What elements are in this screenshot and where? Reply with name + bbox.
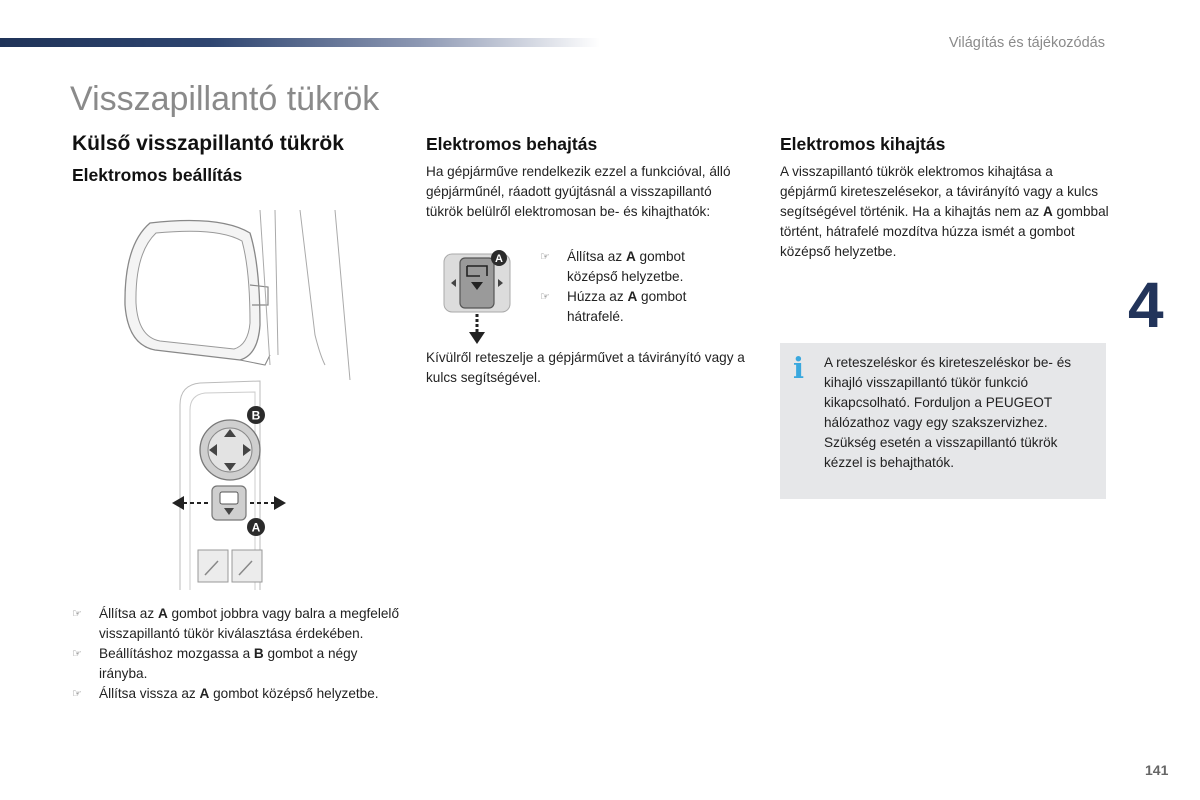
col1-heading: Külső visszapillantó tükrök (72, 132, 344, 155)
bullet-key: A (157, 606, 168, 621)
section-title: Világítás és tájékozódás (948, 35, 1105, 51)
bullet-icon: ☞ (72, 648, 82, 660)
bullet-key: A (627, 289, 638, 304)
bullet-text: Állítsa az (567, 249, 626, 264)
bullet-text: gombot jobbra vagy balra a megfelelő visszapillantó tükör kiválasztása érdekében. (99, 606, 399, 641)
col2-outro: Kívülről reteszelje a gépjárművet a távirányító vagy a kulcs segítségével. (426, 350, 745, 385)
bullet-icon: ☞ (540, 291, 550, 303)
bullet-text: Állítsa vissza az (99, 686, 200, 701)
col3-text-part: A visszapillantó tükrök elektromos kihajtása a gépjármű kireteszelésekor, a távirányító vagy a kulcs segítségével történik. Ha a kihajtás nem az (780, 164, 1099, 219)
info-box (780, 343, 1106, 499)
bullet-icon: ☞ (540, 251, 550, 263)
list-item (540, 287, 730, 327)
page-title: Visszapillantó tükrök (70, 80, 380, 118)
bullet-text: gombot középső helyzetbe. (567, 249, 685, 284)
col2-heading: Elektromos behajtás (426, 134, 598, 154)
info-icon: i (793, 351, 805, 385)
bullet-text: Állítsa az (99, 606, 158, 621)
chapter-number: 4 (1128, 269, 1164, 341)
bullet-key: A (199, 686, 210, 701)
bullet-text: gombot a négy irányba. (99, 646, 358, 681)
header-gradient-bar (0, 38, 600, 47)
col1-subheading: Elektromos beállítás (72, 165, 243, 185)
side-mirror-illustration (125, 210, 350, 380)
list-item (72, 604, 402, 644)
col2-bullet-list (540, 247, 730, 327)
list-item (72, 684, 402, 704)
bullet-key: A (625, 249, 636, 264)
col3-heading: Elektromos kihajtás (780, 134, 946, 154)
col3-text-key: A (1042, 204, 1053, 219)
bullet-key: B (253, 646, 264, 661)
bullet-icon: ☞ (72, 688, 82, 700)
bullet-text: Beállításhoz mozgassa a (99, 646, 254, 661)
col1-bullet-list (72, 604, 402, 704)
page-number: 141 (1145, 762, 1169, 778)
fold-button-figure (440, 248, 518, 346)
info-text: A reteszeléskor és kireteszeléskor be- és kihajló visszapillantó tükör funkció kikapcsolható. Forduljon a PEUGEOT hálózathoz vagy egy szakszervizhez. Szükség esetén a visszapillantó tükrök kézzel is behajthatók. (824, 355, 1072, 470)
col3-text (780, 162, 1110, 262)
label-a: A (251, 520, 261, 535)
bullet-text: gombot hátrafelé. (567, 289, 687, 324)
col2-intro: Ha gépjárműve rendelkezik ezzel a funkcióval, álló gépjárműnél, ráadott gyújtásnál a visszapillantó tükrök belülről elektromosan be- és kihajthatók: (426, 164, 731, 219)
mirror-control-figure (110, 205, 360, 600)
list-item (72, 644, 402, 684)
selector-a (172, 486, 286, 520)
list-item (540, 247, 730, 287)
col3-text-part: gombbal történt, hátrafelé mozdítva húzza ismét a gombot középső helyzetbe. (780, 204, 1109, 259)
label-a: A (495, 253, 503, 265)
bullet-text: Húzza az (567, 289, 628, 304)
label-b: B (251, 408, 261, 423)
bullet-text: gombot középső helyzetbe. (209, 686, 379, 701)
joystick-b (200, 420, 260, 480)
bullet-icon: ☞ (72, 608, 82, 620)
